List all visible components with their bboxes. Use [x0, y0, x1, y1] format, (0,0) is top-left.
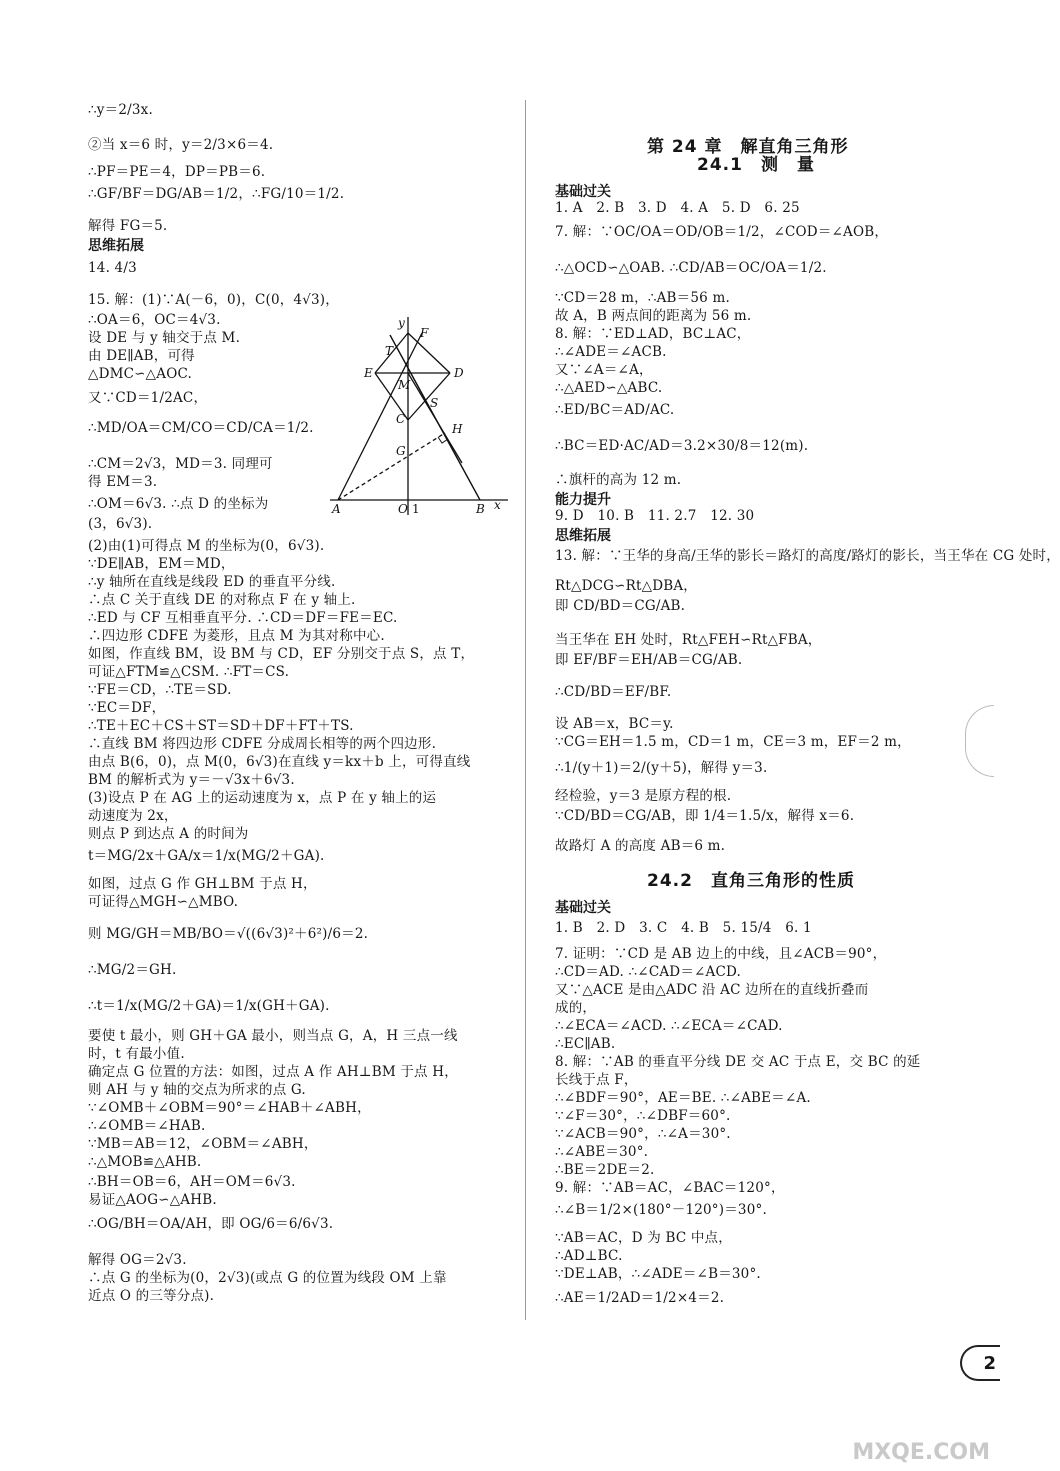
label-x: x: [494, 498, 501, 512]
label-y: y: [398, 316, 405, 330]
text-line: ∴1/(y＋1)＝2/(y＋5)，解得 y＝3.: [555, 760, 768, 776]
text-line: ∴∠OMB＝∠HAB.: [88, 1118, 206, 1134]
text-line: 9. D 10. B 11. 2.7 12. 30: [555, 508, 755, 524]
text-line: 可证△FTM≌△CSM. ∴FT＝CS.: [88, 664, 290, 680]
section-heading: 基础过关: [555, 900, 611, 916]
label-M: M: [398, 378, 411, 392]
column-divider: [525, 100, 526, 1320]
text-line: ∴OG/BH＝OA/AH，即 OG/6＝6/6√3.: [88, 1216, 334, 1232]
text-line: ∴BE＝2DE＝2.: [555, 1162, 655, 1178]
text-line: 又∵CD＝1/2AC，: [88, 390, 208, 406]
text-line: ∴直线 BM 将四边形 CDFE 分成周长相等的两个四边形.: [88, 736, 437, 752]
label-E: E: [364, 366, 373, 380]
text-line: 如图，过点 G 作 GH⊥BM 于点 H，: [88, 876, 317, 892]
section-title: 24.2 直角三角形的性质: [647, 871, 855, 891]
text-line: 设 DE 与 y 轴交于点 M.: [88, 330, 241, 346]
text-line: 即 CD/BD＝CG/AB.: [555, 598, 686, 614]
text-line: ∴△MOB≌△AHB.: [88, 1154, 202, 1170]
text-line: ∵∠OMB＋∠OBM＝90°＝∠HAB＋∠ABH，: [88, 1100, 371, 1116]
text-line: ②当 x＝6 时，y＝2/3×6＝4.: [88, 137, 274, 153]
text-line: 得 EM＝3.: [88, 474, 158, 490]
text-line: ∴CM＝2√3，MD＝3. 同理可: [88, 456, 273, 472]
text-line: ∴∠BDF＝90°，AE＝BE. ∴∠ABE＝∠A.: [555, 1090, 811, 1106]
section-title: 第 24 章 解直角三角形: [647, 137, 849, 157]
label-1: 1: [412, 502, 420, 516]
text-line: 经检验，y＝3 是原方程的根.: [555, 788, 732, 804]
text-line: 又∵△ACE 是由△ADC 沿 AC 边所在的直线折叠而: [555, 982, 869, 998]
text-line: ∵MB＝AB＝12，∠OBM＝∠ABH，: [88, 1136, 318, 1152]
text-line: 时，t 有最小值.: [88, 1046, 185, 1062]
text-line: 15. 解：(1)∵A(－6，0)，C(0，4√3)，: [88, 292, 339, 308]
text-line: 解得 FG＝5.: [88, 218, 168, 234]
page-number: 2: [960, 1345, 1000, 1381]
text-line: 又∵∠A＝∠A，: [555, 362, 653, 378]
label-S: S: [430, 396, 439, 410]
text-line: ∴∠ECA＝∠ACD. ∴∠ECA＝∠CAD.: [555, 1018, 783, 1034]
text-line: 由点 B(6，0)，点 M(0，6√3)在直线 y＝kx＋b 上，可得直线: [88, 754, 471, 770]
text-line: ∴CD/BD＝EF/BF.: [555, 684, 672, 700]
text-line: ∴MD/OA＝CM/CO＝CD/CA＝1/2.: [88, 420, 314, 436]
text-line: ∴△AED∽△ABC.: [555, 380, 663, 396]
text-line: ∵CG＝EH＝1.5 m，CD＝1 m，CE＝3 m，EF＝2 m，: [555, 734, 911, 750]
text-line: 14. 4/3: [88, 260, 137, 276]
text-line: ∴ED/BC＝AD/AC.: [555, 402, 675, 418]
text-line: 如图，作直线 BM，设 BM 与 CD，EF 分别交于点 S，点 T，: [88, 646, 475, 662]
text-line: 成的，: [555, 1000, 597, 1016]
text-line: ∵AB＝AC，D 为 BC 中点，: [555, 1230, 732, 1246]
text-line: Rt△DCG∽Rt△DBA，: [555, 578, 697, 594]
text-line: ∴∠ADE＝∠ACB.: [555, 344, 667, 360]
text-line: ∴四边形 CDFE 为菱形，且点 M 为其对称中心.: [88, 628, 385, 644]
text-line: ∴∠B＝1/2×(180°－120°)＝30°.: [555, 1202, 767, 1218]
text-line: ∴BH＝OB＝6，AH＝OM＝6√3.: [88, 1174, 296, 1190]
text-line: ∴点 C 关于直线 DE 的对称点 F 在 y 轴上.: [88, 592, 356, 608]
text-line: ∵∠F＝30°，∴∠DBF＝60°.: [555, 1108, 731, 1124]
text-line: ∴TE＋EC＋CS＋ST＝SD＋DF＋FT＋TS.: [88, 718, 354, 734]
text-line: ∴旗杆的高为 12 m.: [555, 472, 682, 488]
text-line: (3)设点 P 在 AG 上的运动速度为 x，点 P 在 y 轴上的运: [88, 790, 437, 806]
text-line: 设 AB＝x，BC＝y.: [555, 716, 674, 732]
text-line: (3，6√3).: [88, 516, 153, 532]
text-line: 近点 O 的三等分点).: [88, 1288, 215, 1304]
geometry-figure: [330, 315, 510, 520]
label-F: F: [420, 326, 429, 340]
text-line: ∴GF/BF＝DG/AB＝1/2，∴FG/10＝1/2.: [88, 186, 345, 202]
text-line: ∴MG/2＝GH.: [88, 962, 177, 978]
text-line: 动速度为 2x，: [88, 808, 178, 824]
text-line: ∴AD⊥BC.: [555, 1248, 623, 1264]
text-line: ∴EC∥AB.: [555, 1036, 616, 1052]
text-line: ∴AE＝1/2AD＝1/2×4＝2.: [555, 1290, 725, 1306]
text-line: ∴y＝2/3x.: [88, 102, 153, 118]
label-T: T: [385, 344, 394, 358]
text-line: ∴ED 与 CF 互相垂直平分. ∴CD＝DF＝FE＝EC.: [88, 610, 398, 626]
text-line: 1. B 2. D 3. C 4. B 5. 15/4 6. 1: [555, 920, 812, 936]
section-heading: 基础过关: [555, 184, 611, 200]
text-line: ∴y 轴所在直线是线段 ED 的垂直平分线.: [88, 574, 336, 590]
text-line: 确定点 G 位置的方法：如图，过点 A 作 AH⊥BM 于点 H，: [88, 1064, 458, 1080]
text-line: BM 的解析式为 y＝－√3x＋6√3.: [88, 772, 295, 788]
label-B: B: [476, 502, 485, 516]
text-line: ∴PF＝PE＝4，DP＝PB＝6.: [88, 164, 266, 180]
label-G: G: [396, 444, 406, 458]
section-heading: 思维拓展: [88, 238, 144, 254]
section-title: 24.1 测 量: [697, 155, 815, 175]
text-line: 13. 解：∵王华的身高/王华的影长＝路灯的高度/路灯的影长，当王华在 CG 处时，: [555, 548, 1060, 564]
text-line: 7. 解：∵OC/OA＝OD/OB＝1/2，∠COD＝∠AOB，: [555, 224, 889, 240]
text-line: 故路灯 A 的高度 AB＝6 m.: [555, 838, 726, 854]
text-line: ∴CD＝AD. ∴∠CAD＝∠ACD.: [555, 964, 742, 980]
text-line: ∴t＝1/x(MG/2＋GA)＝1/x(GH＋GA).: [88, 998, 330, 1014]
text-line: 易证△AOG∽△AHB.: [88, 1192, 217, 1208]
text-line: ∵CD＝28 m，∴AB＝56 m.: [555, 290, 730, 306]
label-C: C: [396, 412, 406, 426]
text-line: 要使 t 最小，则 GH＋GA 最小，则当点 G，A，H 三点一线: [88, 1028, 458, 1044]
text-line: 则 MG/GH＝MB/BO＝√((6√3)²＋6²)/6＝2.: [88, 926, 369, 942]
text-line: 由 DE∥AB，可得: [88, 348, 195, 364]
text-line: 可证得△MGH∽△MBO.: [88, 894, 239, 910]
text-line: 则 AH 与 y 轴的交点为所求的点 G.: [88, 1082, 306, 1098]
label-H: H: [452, 422, 463, 436]
text-line: 则点 P 到达点 A 的时间为: [88, 826, 249, 842]
text-line: 解得 OG＝2√3.: [88, 1252, 187, 1268]
label-O: O: [398, 502, 408, 516]
text-line: 9. 解：∵AB＝AC，∠BAC＝120°，: [555, 1180, 785, 1196]
text-line: 8. 解：∵AB 的垂直平分线 DE 交 AC 于点 E，交 BC 的延: [555, 1054, 921, 1070]
text-line: 8. 解：∵ED⊥AD，BC⊥AC，: [555, 326, 751, 342]
text-line: ∵FE＝CD，∴TE＝SD.: [88, 682, 232, 698]
text-line: ∵DE⊥AB，∴∠ADE＝∠B＝30°.: [555, 1266, 761, 1282]
text-line: 7. 证明：∵CD 是 AB 边上的中线，且∠ACB＝90°，: [555, 946, 887, 962]
text-line: 故 A，B 两点间的距离为 56 m.: [555, 308, 752, 324]
label-A: A: [332, 502, 341, 516]
text-line: t＝MG/2x＋GA/x＝1/x(MG/2＋GA).: [88, 848, 325, 864]
text-line: ∴点 G 的坐标为(0，2√3)(或点 G 的位置为线段 OM 上靠: [88, 1270, 447, 1286]
text-line: ∴OM＝6√3. ∴点 D 的坐标为: [88, 496, 269, 512]
text-line: ∴△OCD∽△OAB. ∴CD/AB＝OC/OA＝1/2.: [555, 260, 827, 276]
text-line: ∴∠ABE＝30°.: [555, 1144, 649, 1160]
text-line: △DMC∽△AOC.: [88, 366, 193, 382]
section-heading: 能力提升: [555, 492, 611, 508]
text-line: ∵∠ACB＝90°，∴∠A＝30°.: [555, 1126, 731, 1142]
text-line: 1. A 2. B 3. D 4. A 5. D 6. 25: [555, 200, 800, 216]
text-line: 长线于点 F，: [555, 1072, 638, 1088]
text-line: ∵EC＝DF，: [88, 700, 166, 716]
section-heading: 思维拓展: [555, 528, 611, 544]
text-line: ∴BC＝ED·AC/AD＝3.2×30/8＝12(m).: [555, 438, 809, 454]
text-line: 当王华在 EH 处时，Rt△FEH∽Rt△FBA，: [555, 632, 822, 648]
text-line: ∵CD/BD＝CG/AB，即 1/4＝1.5/x，解得 x＝6.: [555, 808, 855, 824]
watermark: MXQE.COM: [852, 1440, 990, 1465]
text-line: 即 EF/BF＝EH/AB＝CG/AB.: [555, 652, 743, 668]
text-line: ∴OA＝6，OC＝4√3.: [88, 312, 221, 328]
text-line: ∵DE∥AB，EM＝MD，: [88, 556, 235, 572]
binding-stamp: [965, 705, 994, 777]
text-line: (2)由(1)可得点 M 的坐标为(0，6√3).: [88, 538, 325, 554]
label-D: D: [454, 366, 464, 380]
